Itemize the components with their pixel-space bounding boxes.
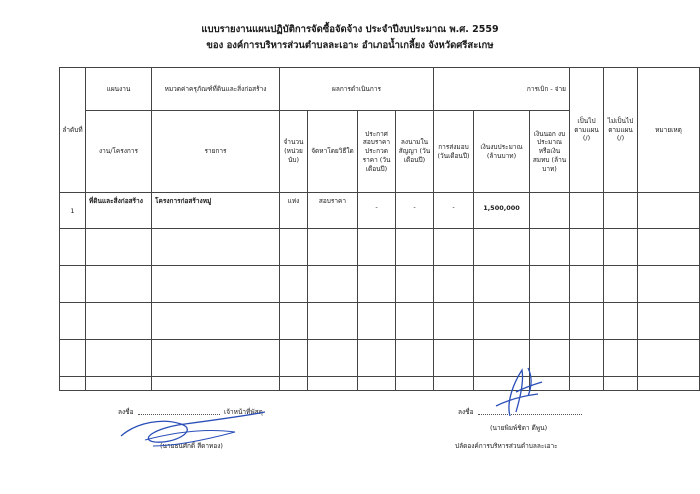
right-signature-scribble: [476, 362, 556, 420]
cell-remarks: [638, 193, 700, 229]
table-row-empty: [60, 340, 700, 377]
cell-seq: 1: [60, 193, 86, 229]
cell-project: ที่ดินและสิ่งก่อสร้าง: [86, 193, 152, 229]
cell-item: โครงการก่อสร้างหมู่: [152, 193, 280, 229]
header-plan: แผนงาน: [86, 68, 152, 111]
header-remarks: หมายเหตุ: [638, 68, 700, 193]
table-row-empty: [60, 229, 700, 266]
header-result: ผลการดำเนินการ: [280, 68, 434, 111]
left-position: เจ้าหน้าที่พัสดุ: [224, 408, 263, 416]
header-on-plan: เป็นไป ตามแผน (/): [570, 68, 604, 193]
right-sign-label: ลงชื่อ: [458, 408, 474, 416]
header-contract: ลงนามใน สัญญา (วัน เดือนปี): [396, 111, 434, 193]
header-category: หมวดค่าครุภัณฑ์ที่ดินและสิ่งก่อสร้าง: [152, 68, 280, 111]
table-row-empty: [60, 303, 700, 340]
header-seq: ลำดับที่: [60, 68, 86, 193]
header-announce: ประกาศ สอบราคา ประกวด ราคา (วัน เดือนปี): [358, 111, 396, 193]
header-off-budget: เงินนอก งบประมาณ หรือเงิน สมทบ (ล้านบาท): [530, 111, 570, 193]
cell-announce: -: [358, 193, 396, 229]
table-row-empty: [60, 266, 700, 303]
cell-off-budget: [530, 193, 570, 229]
right-position: ปลัดองค์การบริหารส่วนตำบลละเอาะ: [455, 442, 558, 450]
left-signature-scribble: [115, 402, 275, 450]
cell-off-plan: [604, 193, 638, 229]
left-sign-label: ลงชื่อ: [118, 408, 134, 416]
cell-method: สอบราคา: [308, 193, 358, 229]
left-name: (นายธนศักดิ์ สีดาทอง): [160, 442, 223, 450]
header-item: รายการ: [152, 111, 280, 193]
right-name: (นายพิมพ์ชิดา ดีพูน): [490, 424, 548, 432]
table-row-empty: [60, 377, 700, 391]
report-subtitle: ของ องค์การบริหารส่วนตำบลละเอาะ อำเภอน้ำเกลี้ยง จังหวัดศรีสะเกษ: [206, 40, 494, 51]
cell-budget: 1,500,000: [474, 193, 530, 229]
header-project: งาน/โครงการ: [86, 111, 152, 193]
header-off-plan: ไม่เป็นไป ตามแผน (/): [604, 68, 638, 193]
header-unit: จำนวน (หน่วย นับ): [280, 111, 308, 193]
table-row: [60, 193, 700, 229]
header-disbursement: การเบิก - จ่าย: [434, 68, 570, 111]
cell-delivery: -: [434, 193, 474, 229]
header-delivery: การส่งมอบ (วันเดือนปี): [434, 111, 474, 193]
cell-contract: -: [396, 193, 434, 229]
procurement-table: [59, 67, 700, 391]
report-title: แบบรายงานแผนปฏิบัติการจัดซื้อจัดจ้าง ประจำปีงบประมาณ พ.ศ. 2559: [201, 24, 499, 35]
header-budget: เงินงบประมาณ (ล้านบาท): [474, 111, 530, 193]
cell-unit: แห่ง: [280, 193, 308, 229]
cell-on-plan: [570, 193, 604, 229]
header-method: จัดหาโดยวิธีใด: [308, 111, 358, 193]
